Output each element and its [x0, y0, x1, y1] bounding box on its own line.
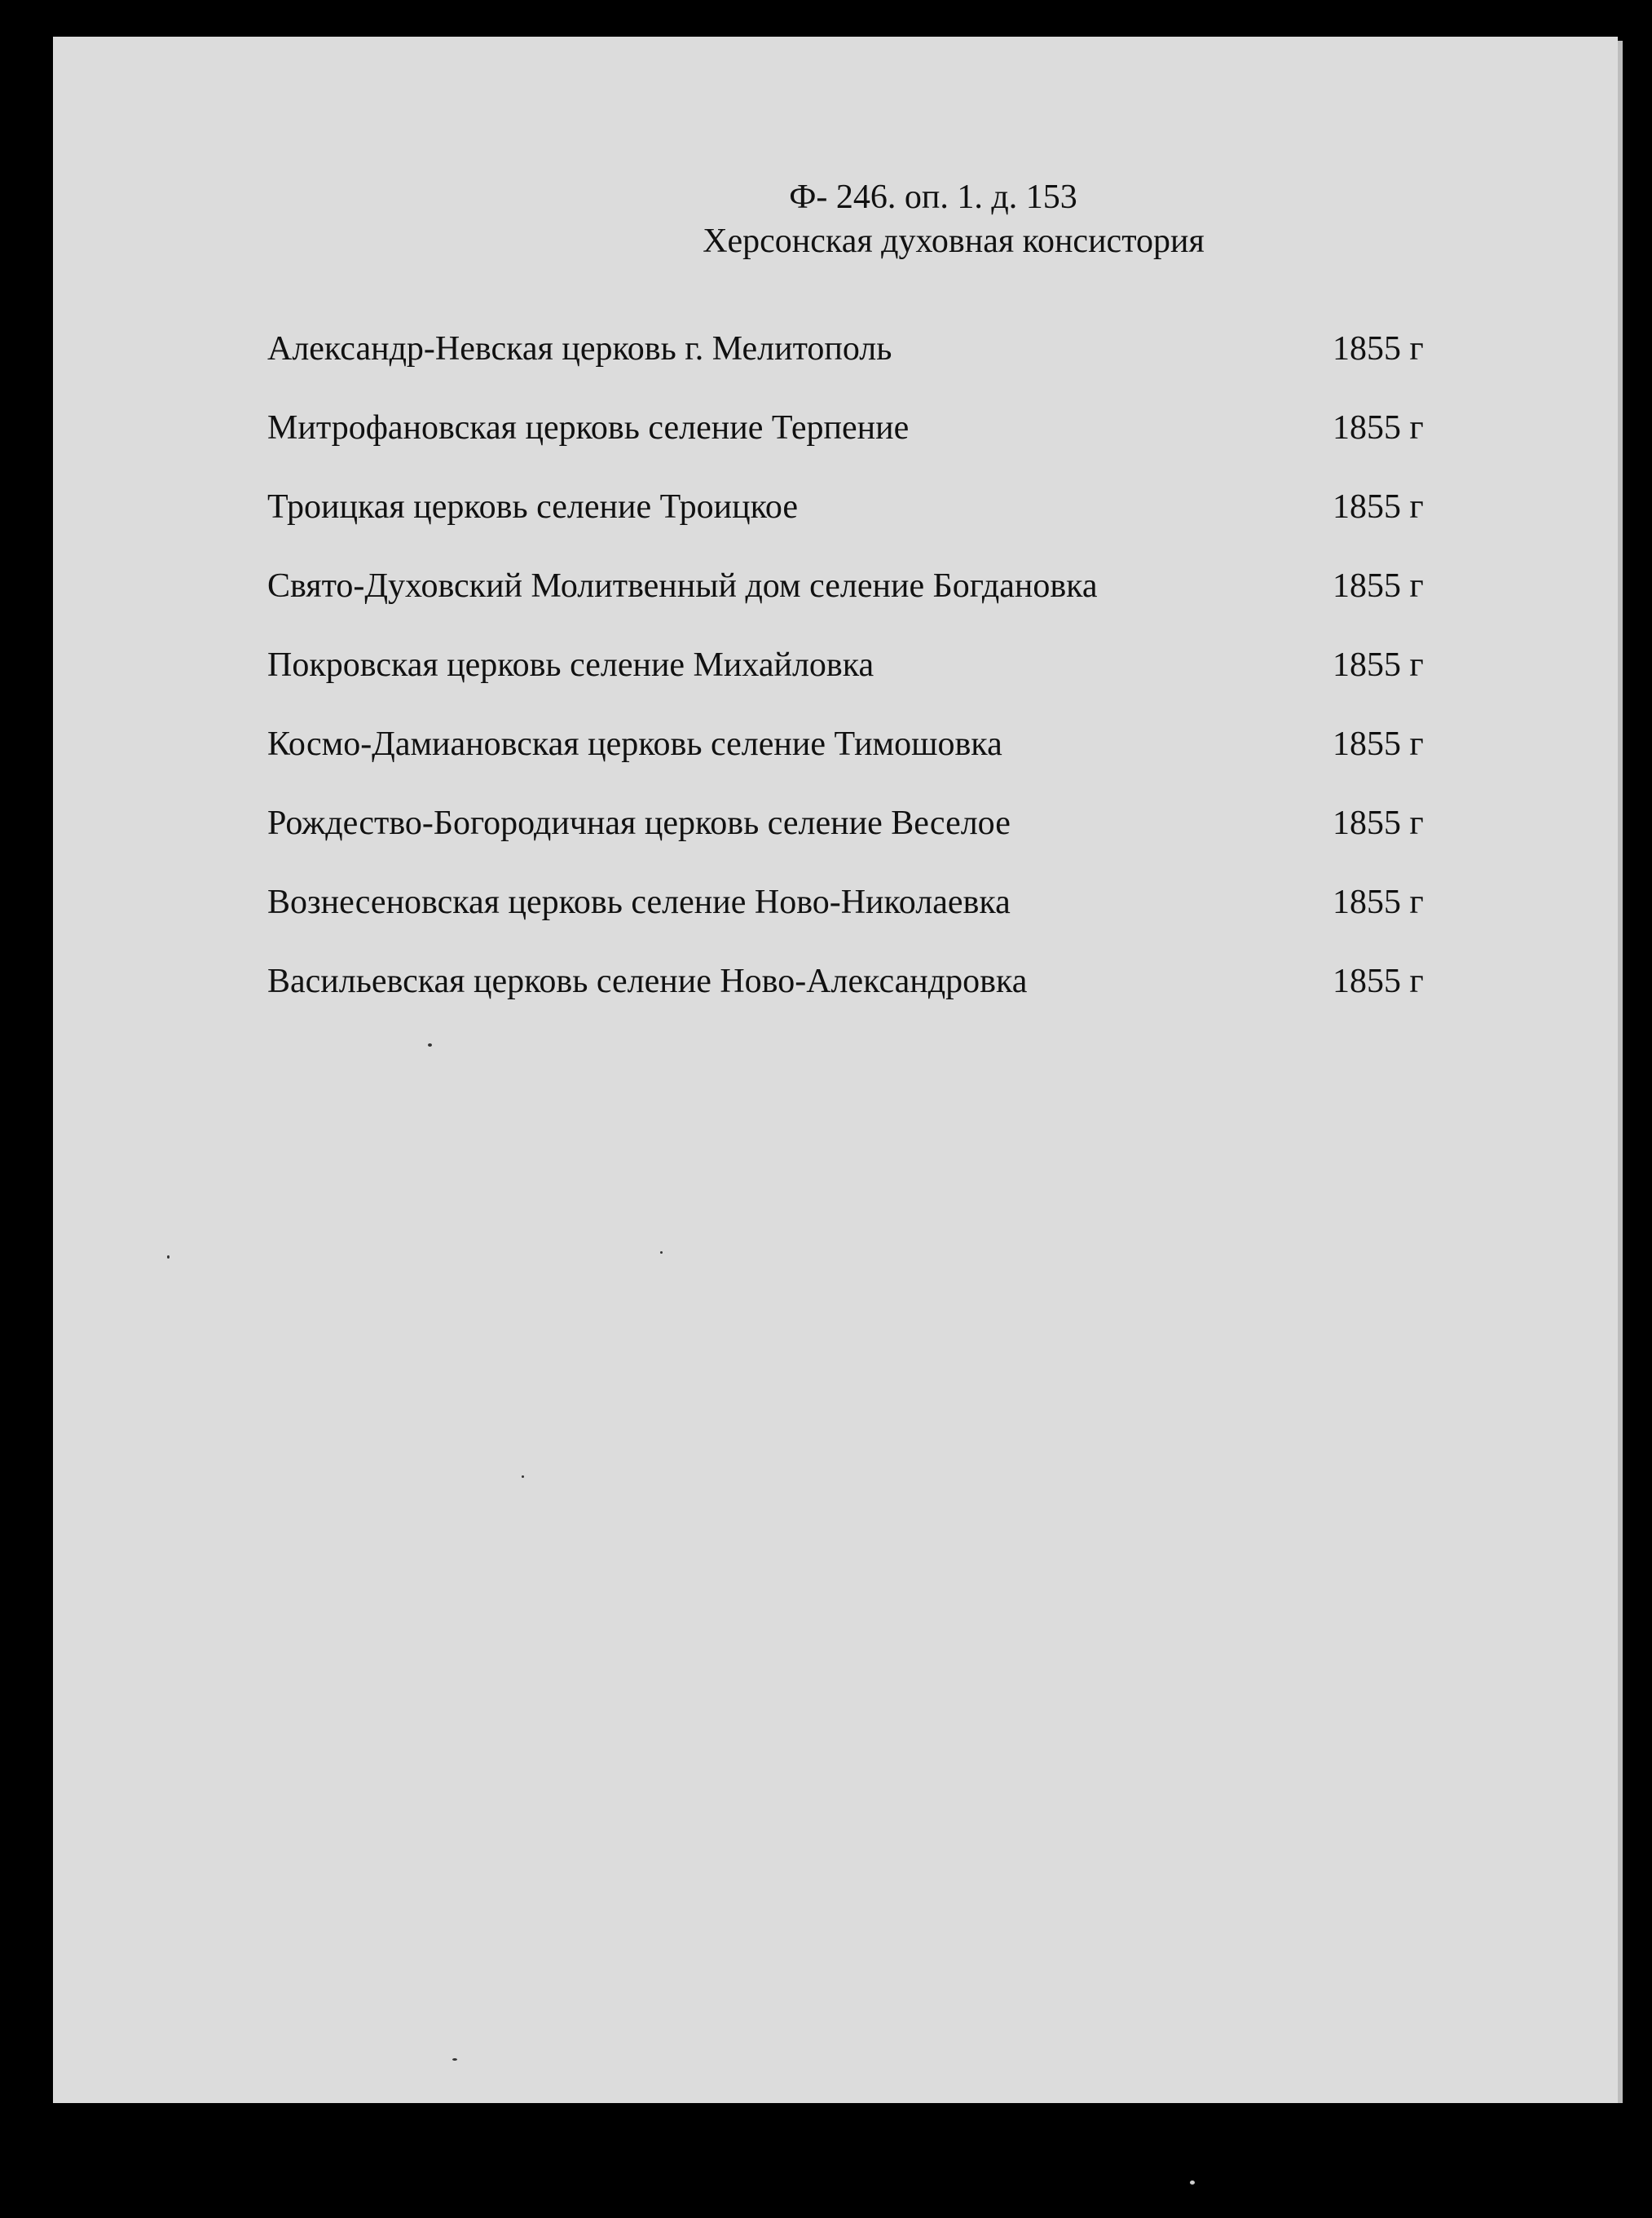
scan-speck [1190, 2181, 1195, 2185]
archive-reference: Ф- 246. оп. 1. д. 153 [789, 179, 1077, 216]
church-list [267, 310, 1441, 1021]
record-year: 1855 г [1333, 330, 1424, 368]
paper-speck [428, 1043, 432, 1047]
record-year: 1855 г [1333, 488, 1424, 526]
list-item [267, 468, 1441, 547]
list-item [267, 626, 1441, 705]
list-item [267, 705, 1441, 784]
record-year: 1855 г [1333, 884, 1424, 921]
church-name: Свято-Духовский Молитвенный дом селение Богдановка [267, 567, 1098, 605]
list-item [267, 310, 1441, 389]
church-name: Александр-Невская церковь г. Мелитополь [267, 330, 892, 368]
church-name: Рождество-Богородичная церковь селение Веселое [267, 805, 1011, 842]
church-name: Митрофановская церковь селение Терпение [267, 409, 910, 447]
record-year: 1855 г [1333, 805, 1424, 842]
church-name: Троицкая церковь селение Троицкое [267, 488, 799, 526]
record-year: 1855 г [1333, 725, 1424, 763]
record-year: 1855 г [1333, 646, 1424, 684]
record-year: 1855 г [1333, 567, 1424, 605]
list-item [267, 784, 1441, 863]
list-item [267, 547, 1441, 626]
document-page [53, 37, 1618, 2103]
list-item [267, 389, 1441, 468]
paper-speck [522, 1475, 524, 1478]
church-name: Космо-Дамиановская церковь селение Тимошовка [267, 725, 1002, 763]
church-name: Вознесеновская церковь селение Ново-Николаевка [267, 884, 1011, 921]
church-name: Покровская церковь селение Михайловка [267, 646, 874, 684]
church-name: Васильевская церковь селение Ново-Александровка [267, 963, 1028, 1000]
list-item [267, 863, 1441, 942]
record-year: 1855 г [1333, 409, 1424, 447]
institution-name: Херсонская духовная консистория [703, 223, 1205, 260]
page-edge [1618, 41, 1623, 2103]
record-year: 1855 г [1333, 963, 1424, 1000]
paper-speck [167, 1255, 170, 1259]
document-header [53, 175, 1618, 263]
list-item [267, 942, 1441, 1021]
paper-speck [452, 2058, 457, 2061]
paper-speck [660, 1251, 663, 1254]
